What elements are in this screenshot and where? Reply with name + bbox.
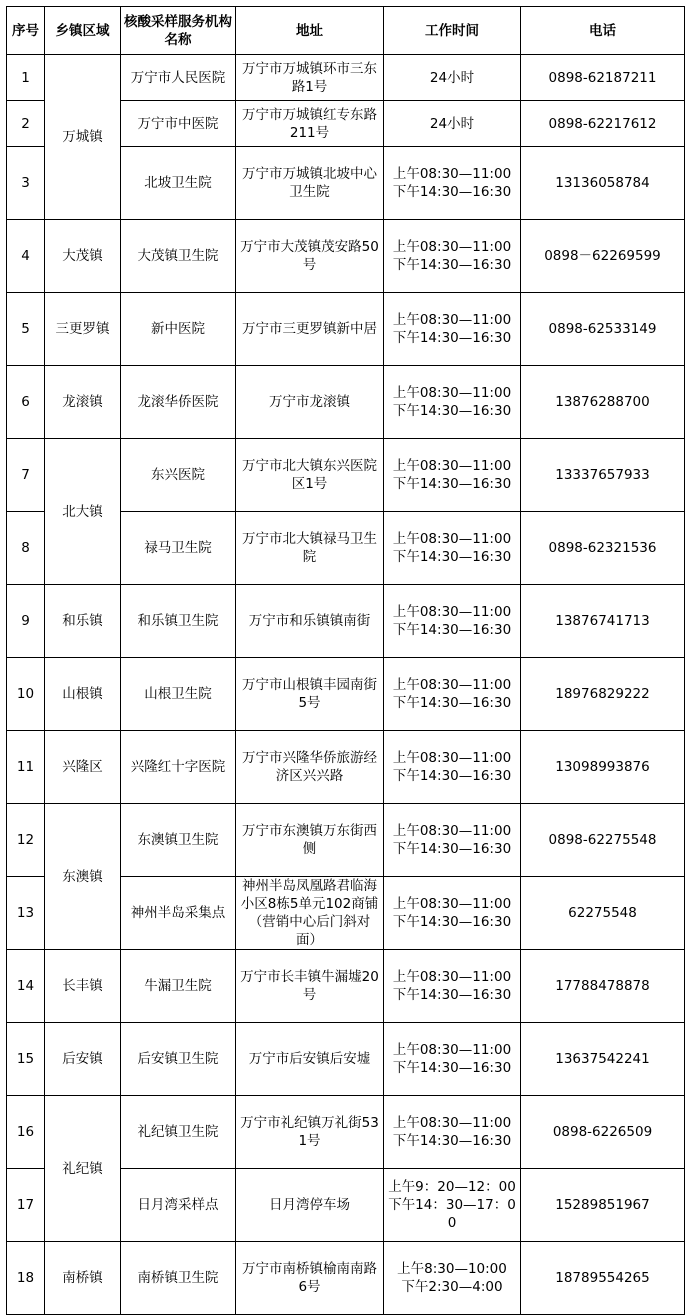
org-cell: 禄马卫生院 xyxy=(121,512,236,585)
table-row xyxy=(7,1023,685,1096)
row-number: 11 xyxy=(7,731,45,804)
hours-cell: 上午08:30—11:00 下午14:30—16:30 xyxy=(384,220,521,293)
address-cell: 万宁市后安镇后安墟 xyxy=(236,1023,384,1096)
phone-cell: 13098993876 xyxy=(521,731,685,804)
address-cell: 神州半岛凤凰路君临海小区8栋5单元102商铺（营销中心后门斜对面） xyxy=(236,877,384,950)
phone-cell: 0898-62217612 xyxy=(521,101,685,147)
phone-cell: 17788478878 xyxy=(521,950,685,1023)
hours-cell: 上午08:30—11:00 下午14:30—16:30 xyxy=(384,366,521,439)
address-cell: 日月湾停车场 xyxy=(236,1169,384,1242)
header-seq: 序号 xyxy=(7,7,45,55)
hours-cell: 上午08:30—11:00 下午14:30—16:30 xyxy=(384,512,521,585)
phone-cell: 13637542241 xyxy=(521,1023,685,1096)
row-number: 4 xyxy=(7,220,45,293)
org-cell: 和乐镇卫生院 xyxy=(121,585,236,658)
org-cell: 万宁市中医院 xyxy=(121,101,236,147)
phone-cell: 62275548 xyxy=(521,877,685,950)
org-cell: 兴隆红十字医院 xyxy=(121,731,236,804)
hours-cell: 上午8:30—10:00 下午2:30—4:00 xyxy=(384,1242,521,1315)
address-cell: 万宁市万城镇环市三东路1号 xyxy=(236,55,384,101)
hours-cell: 上午08:30—11:00 下午14:30—16:30 xyxy=(384,877,521,950)
address-cell: 万宁市南桥镇榆南南路6号 xyxy=(236,1242,384,1315)
row-number: 2 xyxy=(7,101,45,147)
phone-cell: 0898-62533149 xyxy=(521,293,685,366)
header-org: 核酸采样服务机构名称 xyxy=(121,7,236,55)
town-cell: 龙滚镇 xyxy=(45,366,121,439)
org-cell: 日月湾采样点 xyxy=(121,1169,236,1242)
org-cell: 牛漏卫生院 xyxy=(121,950,236,1023)
phone-cell: 0898-62275548 xyxy=(521,804,685,877)
table-row xyxy=(7,55,685,101)
town-cell: 南桥镇 xyxy=(45,1242,121,1315)
table-row xyxy=(7,950,685,1023)
row-number: 9 xyxy=(7,585,45,658)
town-cell: 三更罗镇 xyxy=(45,293,121,366)
row-number: 8 xyxy=(7,512,45,585)
org-cell: 新中医院 xyxy=(121,293,236,366)
address-cell: 万宁市东澳镇万东街西侧 xyxy=(236,804,384,877)
hours-cell: 上午08:30—11:00 下午14:30—16:30 xyxy=(384,950,521,1023)
town-cell: 后安镇 xyxy=(45,1023,121,1096)
hours-cell: 上午08:30—11:00 下午14:30—16:30 xyxy=(384,731,521,804)
phone-cell: 15289851967 xyxy=(521,1169,685,1242)
phone-cell: 18789554265 xyxy=(521,1242,685,1315)
org-cell: 大茂镇卫生院 xyxy=(121,220,236,293)
header-town: 乡镇区域 xyxy=(45,7,121,55)
hours-cell: 24小时 xyxy=(384,101,521,147)
row-number: 16 xyxy=(7,1096,45,1169)
hours-cell: 上午08:30—11:00 下午14:30—16:30 xyxy=(384,1023,521,1096)
hours-cell: 上午08:30—11:00 下午14:30—16:30 xyxy=(384,804,521,877)
address-cell: 万宁市三更罗镇新中居 xyxy=(236,293,384,366)
address-cell: 万宁市万城镇红专东路211号 xyxy=(236,101,384,147)
phone-cell: 0898-6226509 xyxy=(521,1096,685,1169)
table-row xyxy=(7,293,685,366)
org-cell: 礼纪镇卫生院 xyxy=(121,1096,236,1169)
row-number: 13 xyxy=(7,877,45,950)
hours-cell: 上午08:30—11:00 下午14:30—16:30 xyxy=(384,658,521,731)
org-cell: 北坡卫生院 xyxy=(121,147,236,220)
table-row xyxy=(7,439,685,512)
org-cell: 南桥镇卫生院 xyxy=(121,1242,236,1315)
hours-cell: 上午08:30—11:00 下午14:30—16:30 xyxy=(384,147,521,220)
town-cell: 大茂镇 xyxy=(45,220,121,293)
row-number: 10 xyxy=(7,658,45,731)
address-cell: 万宁市龙滚镇 xyxy=(236,366,384,439)
hours-cell: 上午08:30—11:00 下午14:30—16:30 xyxy=(384,1096,521,1169)
row-number: 14 xyxy=(7,950,45,1023)
row-number: 12 xyxy=(7,804,45,877)
address-cell: 万宁市北大镇东兴医院区1号 xyxy=(236,439,384,512)
org-cell: 山根卫生院 xyxy=(121,658,236,731)
table-row xyxy=(7,366,685,439)
hours-cell: 上午08:30—11:00 下午14:30—16:30 xyxy=(384,585,521,658)
town-cell: 万城镇 xyxy=(45,55,121,220)
hours-cell: 上午08:30—11:00 下午14:30—16:30 xyxy=(384,439,521,512)
table-row xyxy=(7,731,685,804)
org-cell: 神州半岛采集点 xyxy=(121,877,236,950)
phone-cell: 13337657933 xyxy=(521,439,685,512)
address-cell: 万宁市山根镇丰园南街5号 xyxy=(236,658,384,731)
town-cell: 山根镇 xyxy=(45,658,121,731)
row-number: 7 xyxy=(7,439,45,512)
org-cell: 万宁市人民医院 xyxy=(121,55,236,101)
header-hours: 工作时间 xyxy=(384,7,521,55)
org-cell: 东兴医院 xyxy=(121,439,236,512)
address-cell: 万宁市礼纪镇万礼街531号 xyxy=(236,1096,384,1169)
phone-cell: 13876741713 xyxy=(521,585,685,658)
testing-sites-table xyxy=(6,6,685,1315)
table-row xyxy=(7,220,685,293)
header-phone: 电话 xyxy=(521,7,685,55)
hours-cell: 上午08:30—11:00 下午14:30—16:30 xyxy=(384,293,521,366)
org-cell: 东澳镇卫生院 xyxy=(121,804,236,877)
phone-cell: 18976829222 xyxy=(521,658,685,731)
address-cell: 万宁市万城镇北坡中心卫生院 xyxy=(236,147,384,220)
address-cell: 万宁市和乐镇镇南街 xyxy=(236,585,384,658)
org-cell: 后安镇卫生院 xyxy=(121,1023,236,1096)
address-cell: 万宁市兴隆华侨旅游经济区兴兴路 xyxy=(236,731,384,804)
table-row xyxy=(7,804,685,877)
hours-cell: 24小时 xyxy=(384,55,521,101)
row-number: 1 xyxy=(7,55,45,101)
row-number: 3 xyxy=(7,147,45,220)
table-row xyxy=(7,585,685,658)
row-number: 15 xyxy=(7,1023,45,1096)
address-cell: 万宁市北大镇禄马卫生院 xyxy=(236,512,384,585)
phone-cell: 13876288700 xyxy=(521,366,685,439)
header-row xyxy=(7,7,685,55)
phone-cell: 13136058784 xyxy=(521,147,685,220)
table-row xyxy=(7,1096,685,1169)
table-row xyxy=(7,658,685,731)
row-number: 18 xyxy=(7,1242,45,1315)
phone-cell: 0898-62321536 xyxy=(521,512,685,585)
hours-cell: 上午9：20—12：00 下午14：30—17：00 xyxy=(384,1169,521,1242)
town-cell: 礼纪镇 xyxy=(45,1096,121,1242)
town-cell: 长丰镇 xyxy=(45,950,121,1023)
header-address: 地址 xyxy=(236,7,384,55)
phone-cell: 0898－62269599 xyxy=(521,220,685,293)
town-cell: 兴隆区 xyxy=(45,731,121,804)
town-cell: 和乐镇 xyxy=(45,585,121,658)
row-number: 17 xyxy=(7,1169,45,1242)
town-cell: 东澳镇 xyxy=(45,804,121,950)
row-number: 5 xyxy=(7,293,45,366)
address-cell: 万宁市大茂镇茂安路50号 xyxy=(236,220,384,293)
address-cell: 万宁市长丰镇牛漏墟20号 xyxy=(236,950,384,1023)
row-number: 6 xyxy=(7,366,45,439)
town-cell: 北大镇 xyxy=(45,439,121,585)
org-cell: 龙滚华侨医院 xyxy=(121,366,236,439)
phone-cell: 0898-62187211 xyxy=(521,55,685,101)
